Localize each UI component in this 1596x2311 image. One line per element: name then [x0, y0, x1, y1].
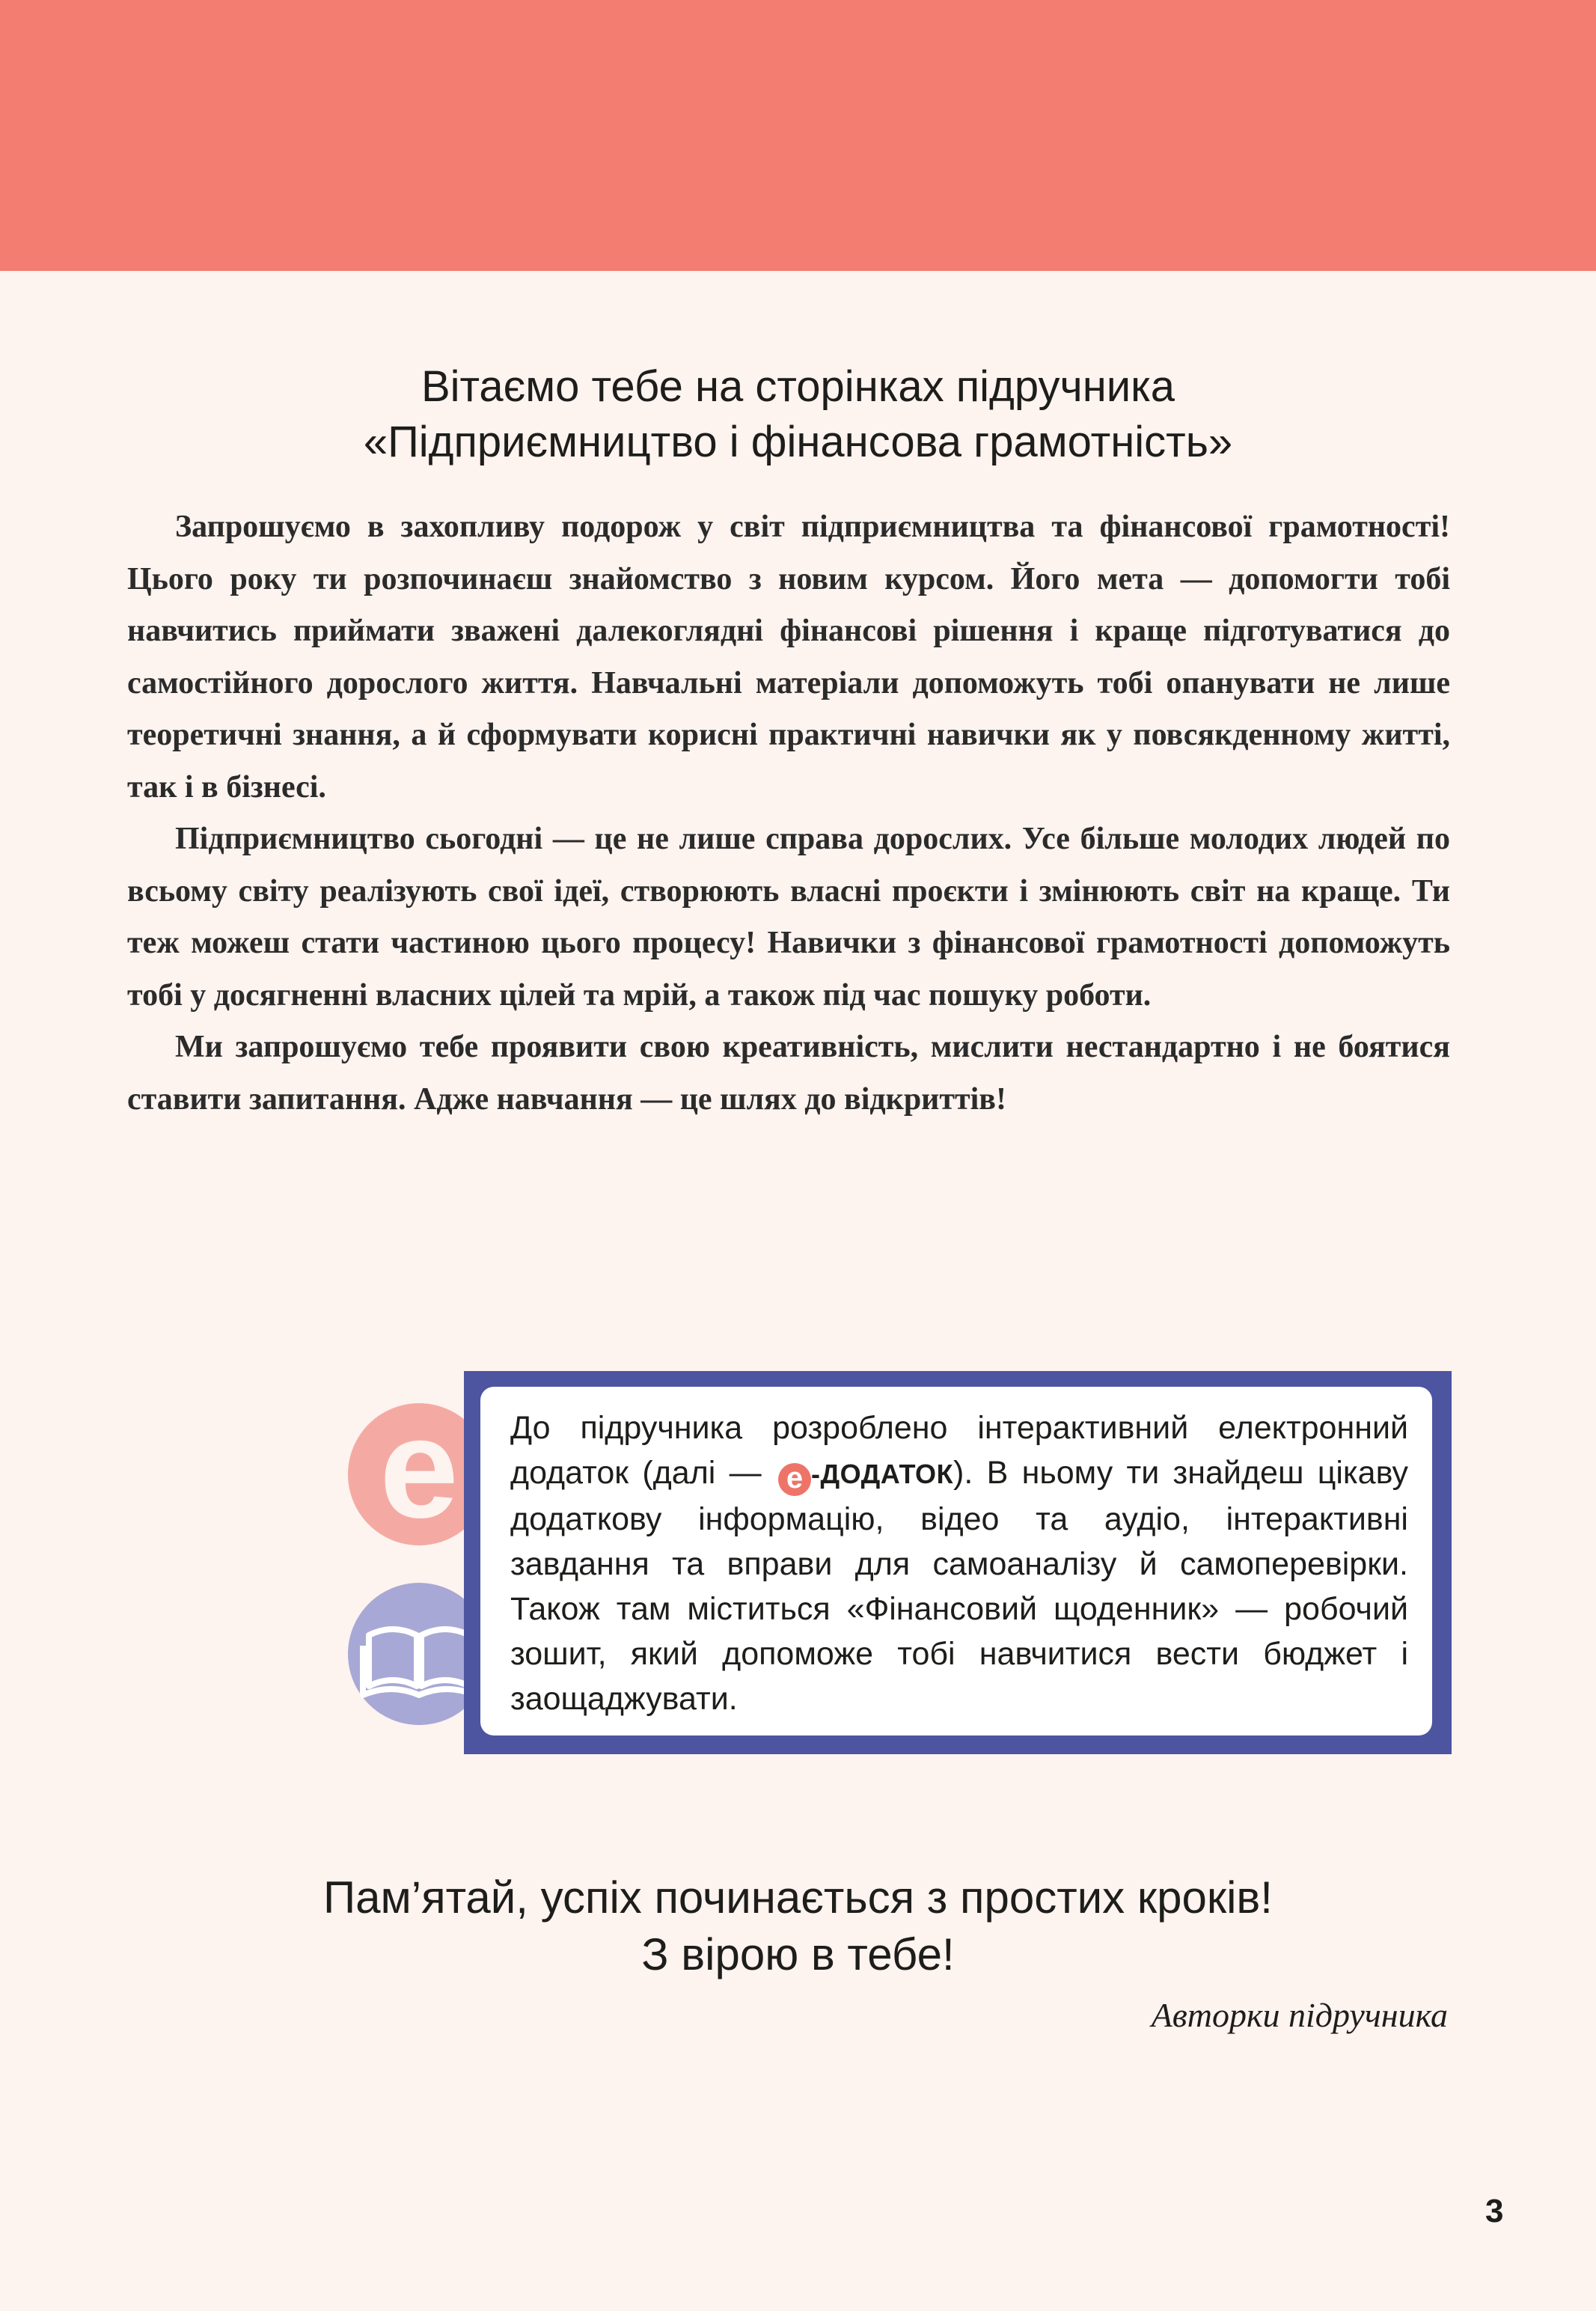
intro-paragraph-3: Ми запрошуємо тебе проявити свою креативність, мислити нестандартно і не боятися ставити запитання. Адже навчання — це шлях до відкриттів! [127, 1030, 1450, 1117]
motto-line-1: Пам’ятай, успіх починається з простих кроків! [323, 1872, 1273, 1923]
motto-line-2: З вірою в тебе! [641, 1929, 955, 1979]
header-color-band [0, 0, 1596, 271]
closing-motto [0, 1869, 1596, 1983]
intro-paragraph-2: Підприємництво сьогодні — це не лише справа дорослих. Усе більше молодих людей по всьому світу реалізують свої ідеї, створюють власні проєкти і змінюють світ на краще. Ти теж можеш стати частиною цього процесу! Навички з фінансової грамотності допоможуть тобі у досягненні власних цілей та мрій, а також під час пошуку роботи. [127, 822, 1450, 1013]
info-text-end: ). В ньому ти знайдеш цікаву додаткову інформацію, відео та аудіо, інтерактивні завдання та вправи для самоаналізу й самоперевірки. Також там міститься «Фінансовий щоденник» — робочий зошит, який допоможе тобі навчитися вести бюджет і заощаджувати. [510, 1455, 1408, 1717]
e-addon-label: -ДОДАТОК [810, 1459, 954, 1489]
info-box-text [510, 1405, 1408, 1721]
intro-text [127, 501, 1450, 1126]
e-badge-icon: е [778, 1463, 811, 1496]
title-line-2: «Підприємництво і фінансова грамотність» [363, 418, 1233, 466]
e-addon-letter: е [379, 1389, 459, 1548]
page-title [0, 359, 1596, 470]
info-text-start: До підручника розроблено інтерактивний електронний додаток (далі — [510, 1410, 1408, 1491]
authors-signature: Авторки підручника [1151, 1996, 1448, 2034]
intro-paragraph-1: Запрошуємо в захопливу подорож у світ підприємництва та фінансової грамотності! Цього року ти розпочинаєш знайомство з новим курсом. Його мета — допомогти тобі навчитись приймати зважені далекоглядні фінансові рішення і краще підготуватися до самостійного дорослого життя. Навчальні матеріали допоможуть тобі опанувати не лише теоретичні знання, а й сформувати корисні практичні навички як у повсякденному житті, так і в бізнесі. [127, 510, 1450, 805]
page-number: 3 [1485, 2193, 1504, 2229]
title-line-1: Вітаємо тебе на сторінках підручника [421, 362, 1175, 411]
